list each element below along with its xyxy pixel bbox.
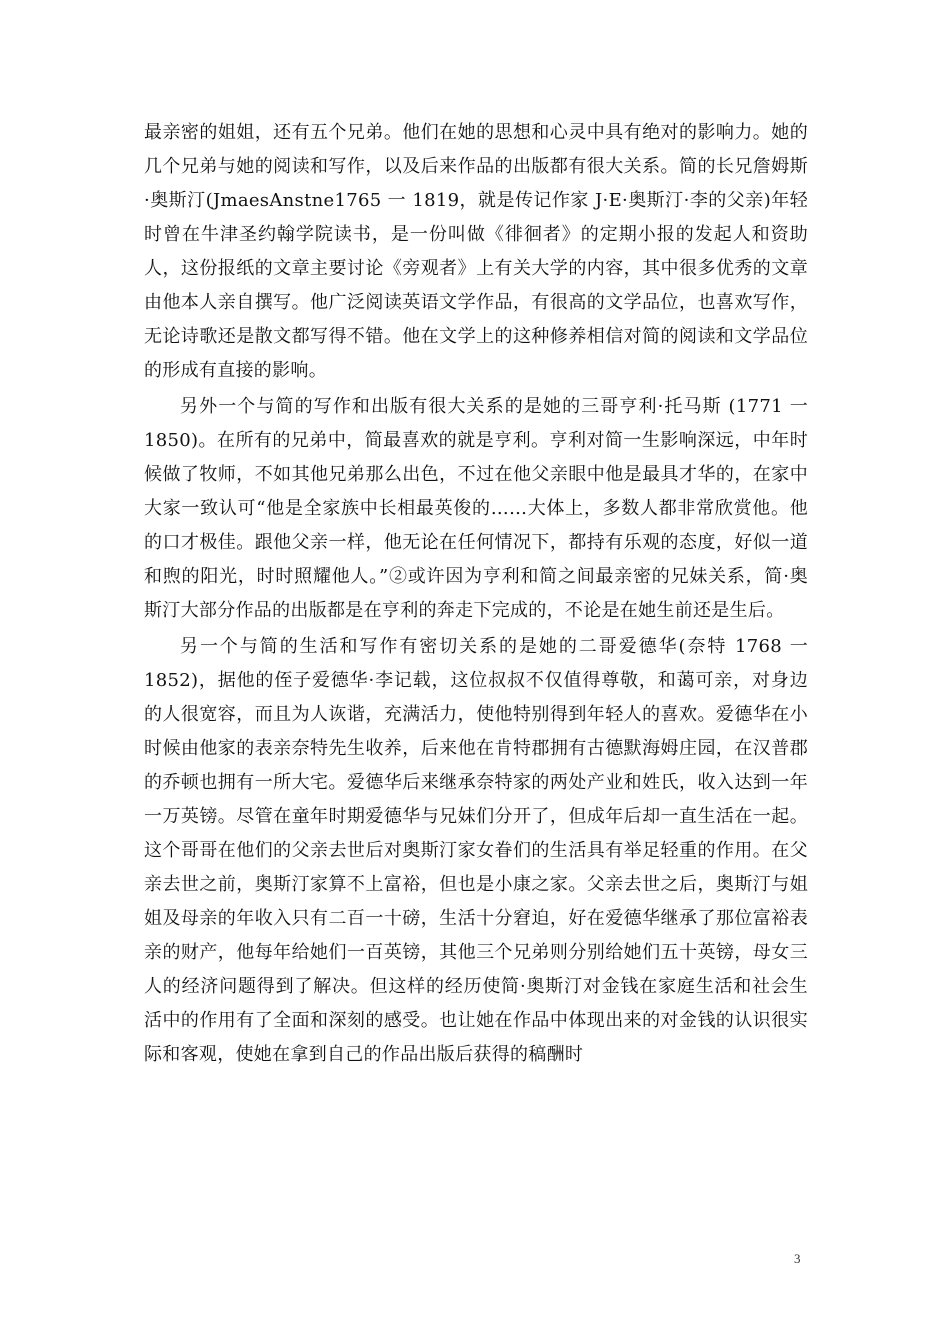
- paragraph-1: 最亲密的姐姐，还有五个兄弟。他们在她的思想和心灵中具有绝对的影响力。她的几个兄弟与她的阅读和写作，以及后来作品的出版都有很大关系。简的长兄詹姆斯·奥斯汀(JmaesAnstne1765 一 1819，就是传记作家 J·E·奥斯汀·李的父亲)年轻时曾在牛津圣约翰学院读书，是一份叫做《徘徊者》的定期小报的发起人和资助人，这份报纸的文章主要讨论《旁观者》上有关大学的内容，其中很多优秀的文章由他本人亲自撰写。他广泛阅读英语文学作品，有很高的文学品位，也喜欢写作，无论诗歌还是散文都写得不错。他在文学上的这种修养相信对简的阅读和文学品位的形成有直接的影响。: [144, 122, 808, 381]
- document-body: [144, 116, 808, 1074]
- paragraph-3: 另一个与简的生活和写作有密切关系的是她的二哥爱德华(奈特 1768 一 1852)，据他的侄子爱德华·李记载，这位叔叔不仅值得尊敬，和蔼可亲，对身边的人很宽容，而且为人诙谐，充满活力，使他特别得到年轻人的喜欢。爱德华在小时候由他家的表亲奈特先生收养，后来他在肯特郡拥有古德默海姆庄园，在汉普郡的乔顿也拥有一所大宅。爱德华后来继承奈特家的两处产业和姓氏，收入达到一年一万英镑。尽管在童年时期爱德华与兄妹们分开了，但成年后却一直生活在一起。这个哥哥在他们的父亲去世后对奥斯汀家女眷们的生活具有举足轻重的作用。在父亲去世之前，奥斯汀家算不上富裕，但也是小康之家。父亲去世之后，奥斯汀与姐姐及母亲的年收入只有二百一十磅，生活十分窘迫，好在爱德华继承了那位富裕表亲的财产，他每年给她们一百英镑，其他三个兄弟则分别给她们五十英镑，母女三人的经济问题得到了解决。但这样的经历使简·奥斯汀对金钱在家庭生活和社会生活中的作用有了全面和深刻的感受。也让她在作品中体现出来的对金钱的认识很实际和客观，使她在拿到自己的作品出版后获得的稿酬时: [144, 636, 808, 1065]
- paragraph-2: 另外一个与简的写作和出版有很大关系的是她的三哥亨利·托马斯 (1771 一 1850)。在所有的兄弟中，简最喜欢的就是亨利。亨利对简一生影响深远，中年时候做了牧师，不如其他兄弟那么出色，不过在他父亲眼中他是最具才华的，在家中大家一致认可“他是全家族中长相最英俊的……大体上，多数人都非常欣赏他。他的口才极佳。跟他父亲一样，他无论在任何情况下，都持有乐观的态度，好似一道和煦的阳光，时时照耀他人。”②或许因为亨利和简之间最亲密的兄妹关系，简·奥斯汀大部分作品的出版都是在亨利的奔走下完成的，不论是在她生前还是生后。: [144, 396, 808, 621]
- page-number: 3: [794, 1251, 801, 1266]
